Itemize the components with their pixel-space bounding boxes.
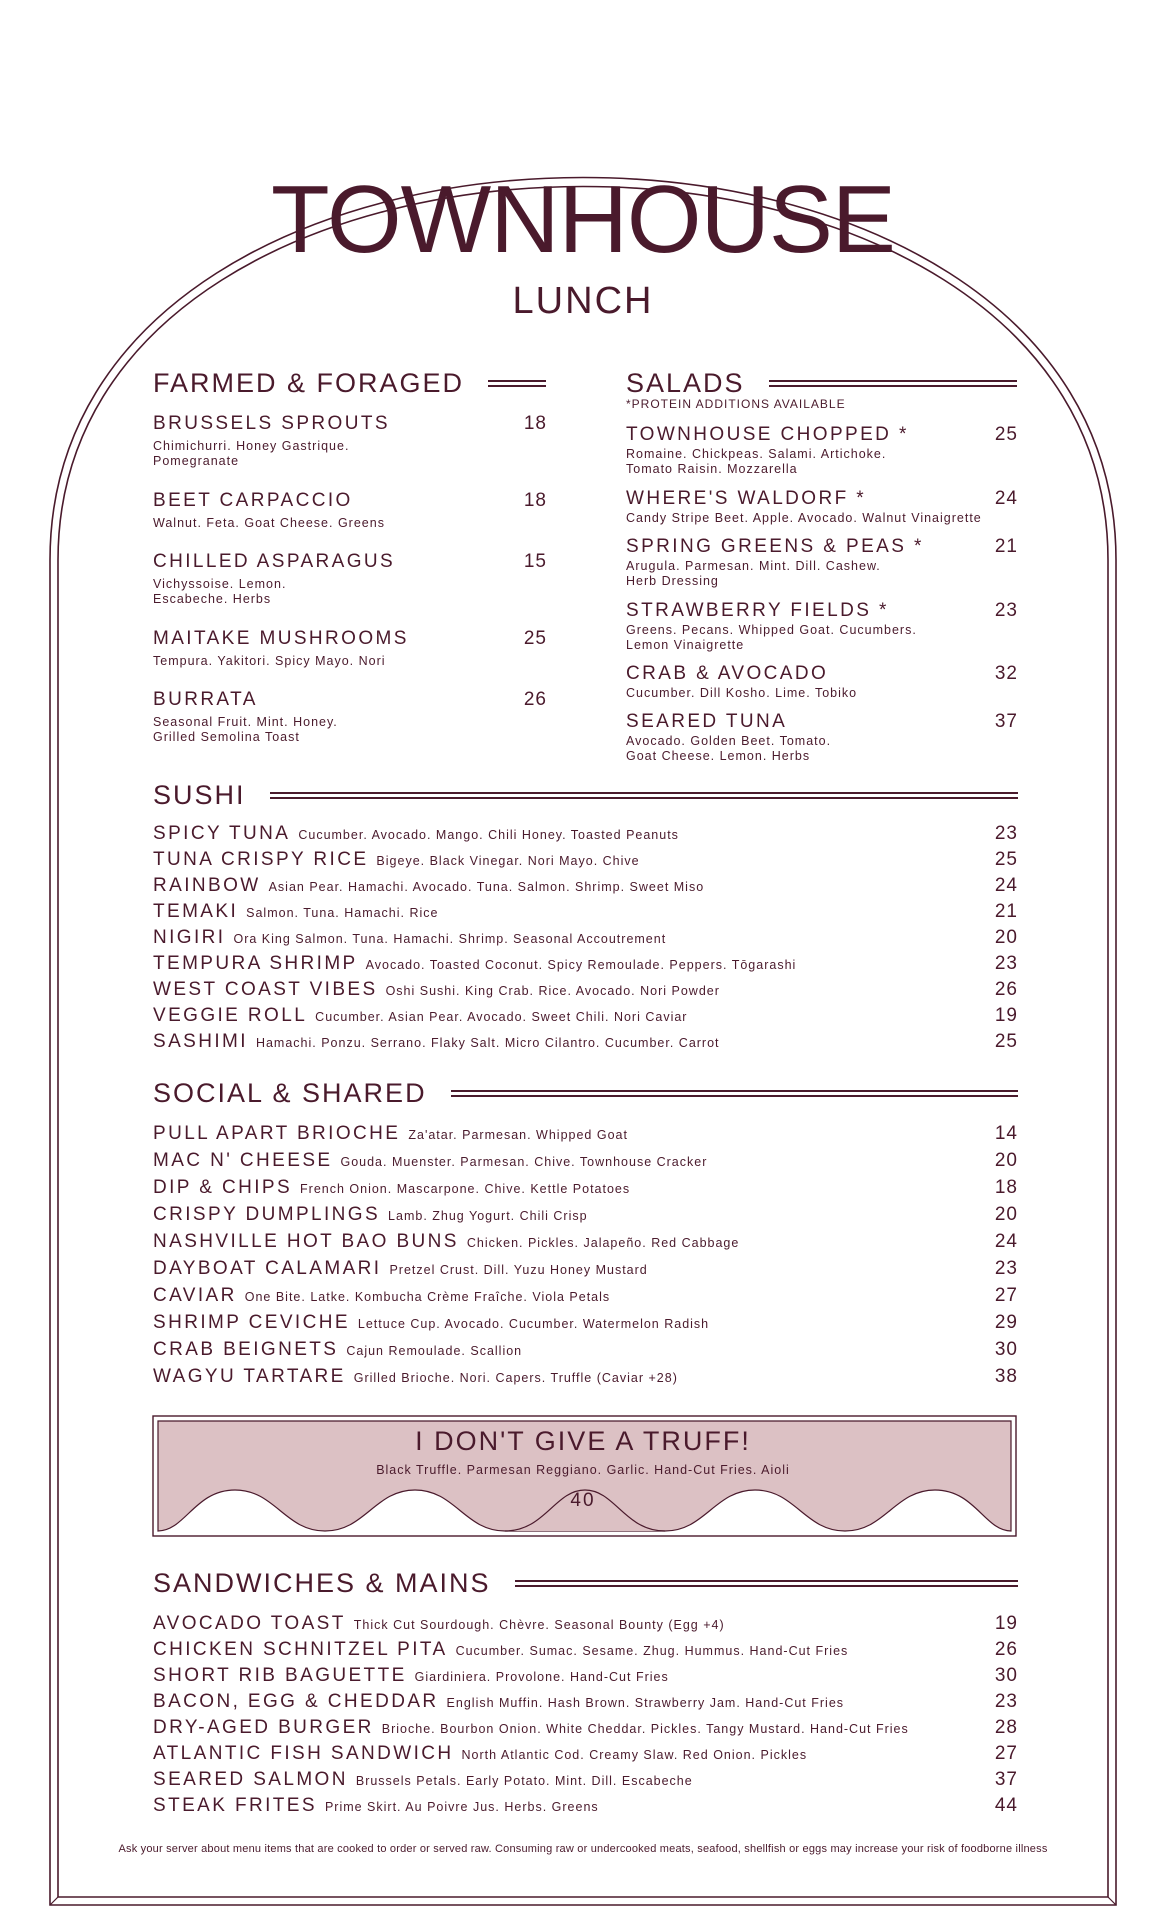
item-name: WAGYU TARTARE	[153, 1366, 346, 1387]
item-name: TEMPURA SHRIMP	[153, 953, 358, 974]
item-description: Avocado. Toasted Coconut. Spicy Remoulade. Peppers. Tōgarashi	[365, 958, 797, 972]
item-price: 26	[523, 689, 547, 710]
item-description: Za'atar. Parmesan. Whipped Goat	[408, 1128, 628, 1142]
item-name: SEARED SALMON	[153, 1769, 348, 1790]
item-description: Arugula. Parmesan. Mint. Dill. Cashew. Herb Dressing	[626, 559, 881, 588]
item-description: Cajun Remoulade. Scallion	[346, 1344, 523, 1358]
section-title: SOCIAL & SHARED	[153, 1078, 427, 1108]
item-price: 19	[994, 1005, 1018, 1026]
item-price: 24	[994, 488, 1018, 509]
item-name: CHILLED ASPARAGUS	[153, 551, 396, 572]
item-price: 30	[994, 1665, 1018, 1686]
item-price: 25	[994, 1031, 1018, 1052]
item-price: 14	[994, 1123, 1018, 1144]
item-price: 32	[994, 663, 1018, 684]
item-price: 23	[994, 823, 1018, 844]
item-name: BEET CARPACCIO	[153, 490, 353, 511]
item-price: 15	[523, 551, 547, 572]
item-price: 23	[994, 1691, 1018, 1712]
item-price: 28	[994, 1717, 1018, 1738]
feature-price: 40	[570, 1490, 596, 1511]
item-description: Avocado. Golden Beet. Tomato. Goat Cheese. Lemon. Herbs	[626, 734, 832, 763]
item-description: Vichyssoise. Lemon. Escabeche. Herbs	[153, 577, 287, 606]
menu-row	[153, 1770, 1018, 1792]
item-price: 18	[523, 490, 547, 511]
item-name: DRY-AGED BURGER	[153, 1717, 374, 1738]
item-description: Giardiniera. Provolone. Hand-Cut Fries	[414, 1670, 669, 1684]
item-price: 20	[994, 927, 1018, 948]
item-price: 19	[994, 1613, 1018, 1634]
protein-note: *PROTEIN ADDITIONS AVAILABLE	[626, 397, 846, 411]
item-description: Candy Stripe Beet. Apple. Avocado. Walnut Vinaigrette	[626, 511, 982, 525]
section-title: SUSHI	[153, 780, 246, 810]
item-price: 25	[994, 849, 1018, 870]
section-title: FARMED & FORAGED	[153, 368, 465, 398]
item-name: MAC N' CHEESE	[153, 1150, 333, 1171]
section-header-mains	[153, 1570, 1018, 1597]
item-name: SEARED TUNA	[626, 711, 788, 732]
item-name: STRAWBERRY FIELDS *	[626, 600, 889, 621]
item-price: 27	[994, 1285, 1018, 1306]
item-description: Oshi Sushi. King Crab. Rice. Avocado. Nori Powder	[385, 984, 720, 998]
item-price: 20	[994, 1150, 1018, 1171]
item-description: Prime Skirt. Au Poivre Jus. Herbs. Greens	[324, 1800, 599, 1814]
item-description: French Onion. Mascarpone. Chive. Kettle Potatoes	[300, 1182, 631, 1196]
item-description: Romaine. Chickpeas. Salami. Artichoke. Tomato Raisin. Mozzarella	[626, 447, 887, 476]
item-price: 26	[994, 979, 1018, 1000]
item-description: Lettuce Cup. Avocado. Cucumber. Watermelon Radish	[357, 1317, 710, 1331]
item-description: Pretzel Crust. Dill. Yuzu Honey Mustard	[389, 1263, 648, 1277]
item-name: AVOCADO TOAST	[153, 1613, 346, 1634]
item-name: TUNA CRISPY RICE	[153, 849, 369, 870]
item-price: 37	[994, 1769, 1018, 1790]
item-description: Hamachi. Ponzu. Serrano. Flaky Salt. Micro Cilantro. Cucumber. Carrot	[255, 1036, 720, 1050]
item-price: 25	[523, 628, 547, 649]
item-price: 21	[994, 536, 1018, 557]
item-name: CHICKEN SCHNITZEL PITA	[153, 1639, 448, 1660]
item-price: 18	[994, 1177, 1018, 1198]
item-price: 20	[994, 1204, 1018, 1225]
item-name: RAINBOW	[153, 875, 261, 896]
item-description: Gouda. Muenster. Parmesan. Chive. Townhouse Cracker	[340, 1155, 708, 1169]
feature-title: I DON'T GIVE A TRUFF!	[415, 1426, 751, 1456]
menu-row	[153, 1718, 1018, 1740]
item-description: One Bite. Latke. Kombucha Crème Fraîche. Viola Petals	[244, 1290, 611, 1304]
menu-row	[153, 1666, 1018, 1688]
item-name: SPICY TUNA	[153, 823, 291, 844]
item-name: SASHIMI	[153, 1031, 248, 1052]
item-name: CAVIAR	[153, 1285, 237, 1306]
item-price: 23	[994, 600, 1018, 621]
item-name: TOWNHOUSE CHOPPED *	[626, 424, 909, 445]
item-name: MAITAKE MUSHROOMS	[153, 628, 409, 649]
item-name: ATLANTIC FISH SANDWICH	[153, 1743, 454, 1764]
item-price: 30	[994, 1339, 1018, 1360]
item-name: NASHVILLE HOT BAO BUNS	[153, 1231, 459, 1252]
section-title: SALADS	[626, 368, 745, 398]
item-description: Tempura. Yakitori. Spicy Mayo. Nori	[153, 654, 386, 668]
item-description: Bigeye. Black Vinegar. Nori Mayo. Chive	[376, 854, 640, 868]
item-name: NIGIRI	[153, 927, 226, 948]
item-name: BURRATA	[153, 689, 258, 710]
item-price: 18	[523, 413, 547, 434]
item-description: Chimichurri. Honey Gastrique. Pomegranate	[153, 439, 350, 468]
item-description: Cucumber. Sumac. Sesame. Zhug. Hummus. Hand-Cut Fries	[455, 1644, 849, 1658]
item-name: BRUSSELS SPROUTS	[153, 413, 390, 434]
item-name: SHORT RIB BAGUETTE	[153, 1665, 407, 1686]
item-description: Asian Pear. Hamachi. Avocado. Tuna. Salmon. Shrimp. Sweet Miso	[268, 880, 705, 894]
item-price: 44	[994, 1795, 1018, 1816]
item-description: Brioche. Bourbon Onion. White Cheddar. Pickles. Tangy Mustard. Hand-Cut Fries	[381, 1722, 909, 1736]
item-price: 23	[994, 1258, 1018, 1279]
item-description: Ora King Salmon. Tuna. Hamachi. Shrimp. Seasonal Accoutrement	[233, 932, 667, 946]
menu-row	[153, 1796, 1018, 1818]
item-price: 29	[994, 1312, 1018, 1333]
menu-row	[153, 1744, 1018, 1766]
item-name: CRAB & AVOCADO	[626, 663, 829, 684]
item-description: Cucumber. Asian Pear. Avocado. Sweet Chili. Nori Caviar	[315, 1010, 688, 1024]
item-name: PULL APART BRIOCHE	[153, 1123, 401, 1144]
section-title: SANDWICHES & MAINS	[153, 1568, 491, 1598]
item-price: 23	[994, 953, 1018, 974]
allergy-disclaimer: Ask your server about menu items that are cooked to order or served raw. Consuming raw or undercooked meats, seafood, shellfish or eggs may increase your risk of foodborne illness	[118, 1843, 1048, 1855]
item-description: North Atlantic Cod. Creamy Slaw. Red Onion. Pickles	[461, 1748, 808, 1762]
item-description: Cucumber. Dill Kosho. Lime. Tobiko	[626, 686, 858, 700]
menu-row	[153, 1640, 1018, 1662]
item-price: 27	[994, 1743, 1018, 1764]
restaurant-name: TOWNHOUSE	[271, 166, 895, 273]
item-description: Brussels Petals. Early Potato. Mint. Dill. Escabeche	[355, 1774, 693, 1788]
item-price: 26	[994, 1639, 1018, 1660]
item-name: WEST COAST VIBES	[153, 979, 378, 1000]
item-price: 37	[994, 711, 1018, 732]
item-name: SPRING GREENS & PEAS *	[626, 536, 924, 557]
item-description: Lamb. Zhug Yogurt. Chili Crisp	[388, 1209, 588, 1223]
item-name: VEGGIE ROLL	[153, 1005, 308, 1026]
item-description: Greens. Pecans. Whipped Goat. Cucumbers. Lemon Vinaigrette	[626, 623, 917, 652]
item-name: TEMAKI	[153, 901, 239, 922]
item-name: CRISPY DUMPLINGS	[153, 1204, 381, 1225]
item-description: English Muffin. Hash Brown. Strawberry Jam. Hand-Cut Fries	[446, 1696, 845, 1710]
menu-subtitle: LUNCH	[512, 280, 654, 322]
item-price: 25	[994, 424, 1018, 445]
divider	[515, 1580, 1018, 1587]
item-name: CRAB BEIGNETS	[153, 1339, 339, 1360]
menu-row	[153, 1692, 1018, 1714]
feature-description: Black Truffle. Parmesan Reggiano. Garlic. Hand-Cut Fries. Aioli	[376, 1463, 790, 1477]
item-description: Chicken. Pickles. Jalapeño. Red Cabbage	[466, 1236, 740, 1250]
item-name: DIP & CHIPS	[153, 1177, 293, 1198]
item-price: 38	[994, 1366, 1018, 1387]
item-description: Thick Cut Sourdough. Chèvre. Seasonal Bounty (Egg +4)	[353, 1618, 725, 1632]
item-price: 24	[994, 875, 1018, 896]
item-description: Seasonal Fruit. Mint. Honey. Grilled Semolina Toast	[153, 715, 338, 744]
item-name: STEAK FRITES	[153, 1795, 317, 1816]
item-description: Salmon. Tuna. Hamachi. Rice	[246, 906, 439, 920]
item-price: 21	[994, 901, 1018, 922]
menu-row	[153, 1614, 1018, 1636]
item-description: Walnut. Feta. Goat Cheese. Greens	[153, 516, 385, 530]
item-name: SHRIMP CEVICHE	[153, 1312, 350, 1333]
item-description: Grilled Brioche. Nori. Capers. Truffle (Caviar +28)	[353, 1371, 678, 1385]
item-name: WHERE'S WALDORF *	[626, 488, 867, 509]
item-name: BACON, EGG & CHEDDAR	[153, 1691, 439, 1712]
item-description: Cucumber. Avocado. Mango. Chili Honey. Toasted Peanuts	[298, 828, 679, 842]
item-name: DAYBOAT CALAMARI	[153, 1258, 382, 1279]
item-price: 24	[994, 1231, 1018, 1252]
